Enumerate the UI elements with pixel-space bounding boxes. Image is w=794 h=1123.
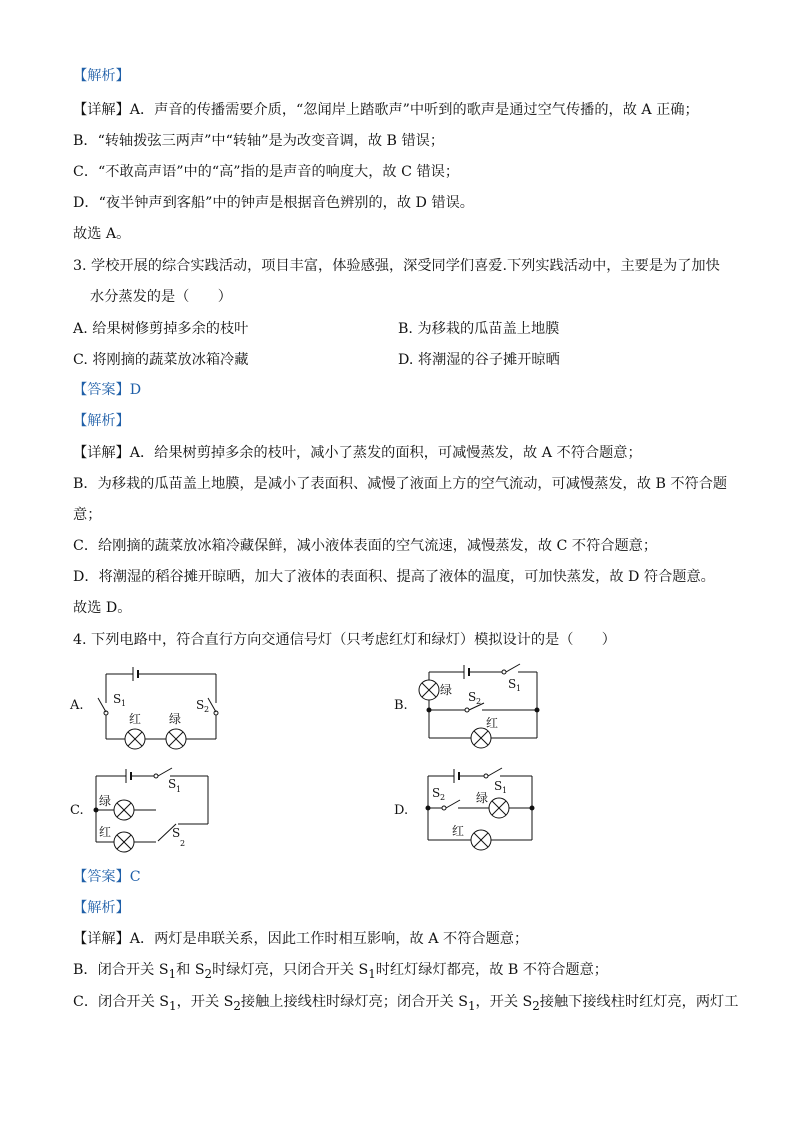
switch-subscript: 1 (516, 684, 522, 693)
conclusion-line: 故选 A。 (73, 226, 131, 242)
analysis-heading: 【解析】 (73, 68, 130, 84)
switch-label: S (196, 698, 205, 712)
lamp-label-red: 红 (99, 825, 112, 839)
option-c: C. 将刚摘的蔬菜放冰箱冷藏 (73, 352, 249, 368)
subscript: 1 (168, 966, 177, 981)
detail-line: 【详解】A．声音的传播需要介质，“忽闻岸上踏歌声”中听到的歌声是通过空气传播的，故 A 正确； (73, 102, 699, 118)
switch-label: S (494, 779, 503, 793)
switch-label: S (113, 692, 122, 706)
switch-label: S (432, 786, 441, 800)
subscript: 2 (532, 998, 540, 1013)
switch-label: S (508, 677, 517, 691)
lamp-label-red: 红 (452, 824, 465, 838)
option-d: D. 将潮湿的谷子摊开晾晒 (398, 352, 560, 368)
switch-subscript: 2 (204, 705, 210, 714)
circuit-diagram-d (392, 764, 552, 856)
detail-line: D．将潮湿的稻谷摊开晾晒，加大了液体的表面积、提高了液体的温度，可加快蒸发，故 D 符合题意。 (73, 569, 715, 585)
answer-heading: 【答案】C (73, 869, 141, 885)
switch-label: S (168, 777, 177, 791)
circuit-diagram-b (392, 658, 552, 750)
lamp-label-red: 红 (129, 712, 142, 726)
subscript: 1 (169, 998, 177, 1013)
switch-subscript: 1 (176, 785, 182, 794)
conclusion-line: 故选 D。 (73, 600, 132, 616)
lamp-label-green: 绿 (169, 712, 182, 726)
detail-line: B．为移栽的瓜苗盖上地膜，是减小了表面积、减慢了液面上方的空气流动，可减慢蒸发，故 B 不符合题 (73, 476, 728, 492)
option-label: B. (394, 698, 408, 713)
answer-heading: 【答案】D (73, 382, 142, 398)
detail-line: 【详解】A．两灯是串联关系，因此工作时相互影响，故 A 不符合题意； (73, 931, 529, 947)
subscript: 2 (204, 966, 213, 981)
text-run: 接触上接线柱时绿灯亮；闭合开关 S (240, 994, 468, 1010)
text-run: ，开关 S (475, 994, 533, 1010)
lamp-label-green: 绿 (440, 683, 453, 697)
switch-label: S (172, 826, 181, 840)
text-run: C．闭合开关 S (73, 994, 170, 1010)
subscript: 1 (368, 966, 376, 981)
question-3-stem: 水分蒸发的是（ ） (90, 289, 232, 305)
subscript: 1 (467, 998, 476, 1013)
circuit-diagram-a (68, 658, 228, 750)
switch-subscript: 1 (502, 786, 508, 795)
option-b: B. 为移栽的瓜苗盖上地膜 (398, 321, 560, 337)
detail-line: 意； (73, 507, 102, 523)
text-run: 和 S (176, 962, 205, 978)
lamp-label-green: 绿 (99, 794, 112, 808)
text-run: 接触下接线柱时红灯亮，两灯工 (539, 994, 739, 1010)
switch-label: S (468, 690, 477, 704)
switch-subscript: 2 (180, 839, 186, 848)
lamp-label-red: 红 (486, 716, 499, 730)
switch-subscript: 2 (476, 697, 482, 706)
detail-line: D．“夜半钟声到客船”中的钟声是根据音色辨别的，故 D 错误。 (73, 195, 474, 211)
option-label: C. (70, 803, 84, 818)
switch-subscript: 1 (121, 699, 127, 708)
detail-line: 【详解】A．给果树剪掉多余的枝叶，减小了蒸发的面积，可减慢蒸发，故 A 不符合题意； (73, 445, 642, 461)
circuit-diagram-c (68, 764, 228, 856)
option-label: A. (70, 698, 84, 713)
analysis-heading: 【解析】 (73, 900, 130, 916)
analysis-heading: 【解析】 (73, 413, 130, 429)
text-run: ，开关 S (176, 994, 234, 1010)
detail-line: C．“不敢高声语”中的“高”指的是声音的响度大，故 C 错误； (73, 164, 460, 180)
option-label: D. (394, 803, 409, 818)
text-run: 时绿灯亮，只闭合开关 S (212, 962, 369, 978)
detail-line (73, 961, 723, 983)
detail-line (73, 993, 739, 1015)
option-a: A. 给果树修剪掉多余的枝叶 (73, 321, 249, 337)
lamp-label-green: 绿 (476, 791, 489, 805)
subscript: 2 (233, 998, 241, 1013)
text-run: 时红灯绿灯都亮，故 B 不符合题意； (375, 962, 608, 978)
question-3-stem: 3. 学校开展的综合实践活动，项目丰富，体验感强，深受同学们喜爱.下列实践活动中，主要是为了加快 (73, 258, 720, 274)
question-4-stem: 4. 下列电路中，符合直行方向交通信号灯（只考虑红灯和绿灯）模拟设计的是（ ） (73, 632, 616, 648)
detail-line: B．“转轴拨弦三两声”中“转轴”是为改变音调，故 B 错误； (73, 133, 445, 149)
detail-line: C．给刚摘的蔬菜放冰箱冷藏保鲜，减小液体表面的空气流速，减慢蒸发，故 C 不符合题意； (73, 538, 658, 554)
switch-subscript: 2 (440, 793, 446, 802)
text-run: B．闭合开关 S (73, 962, 169, 978)
